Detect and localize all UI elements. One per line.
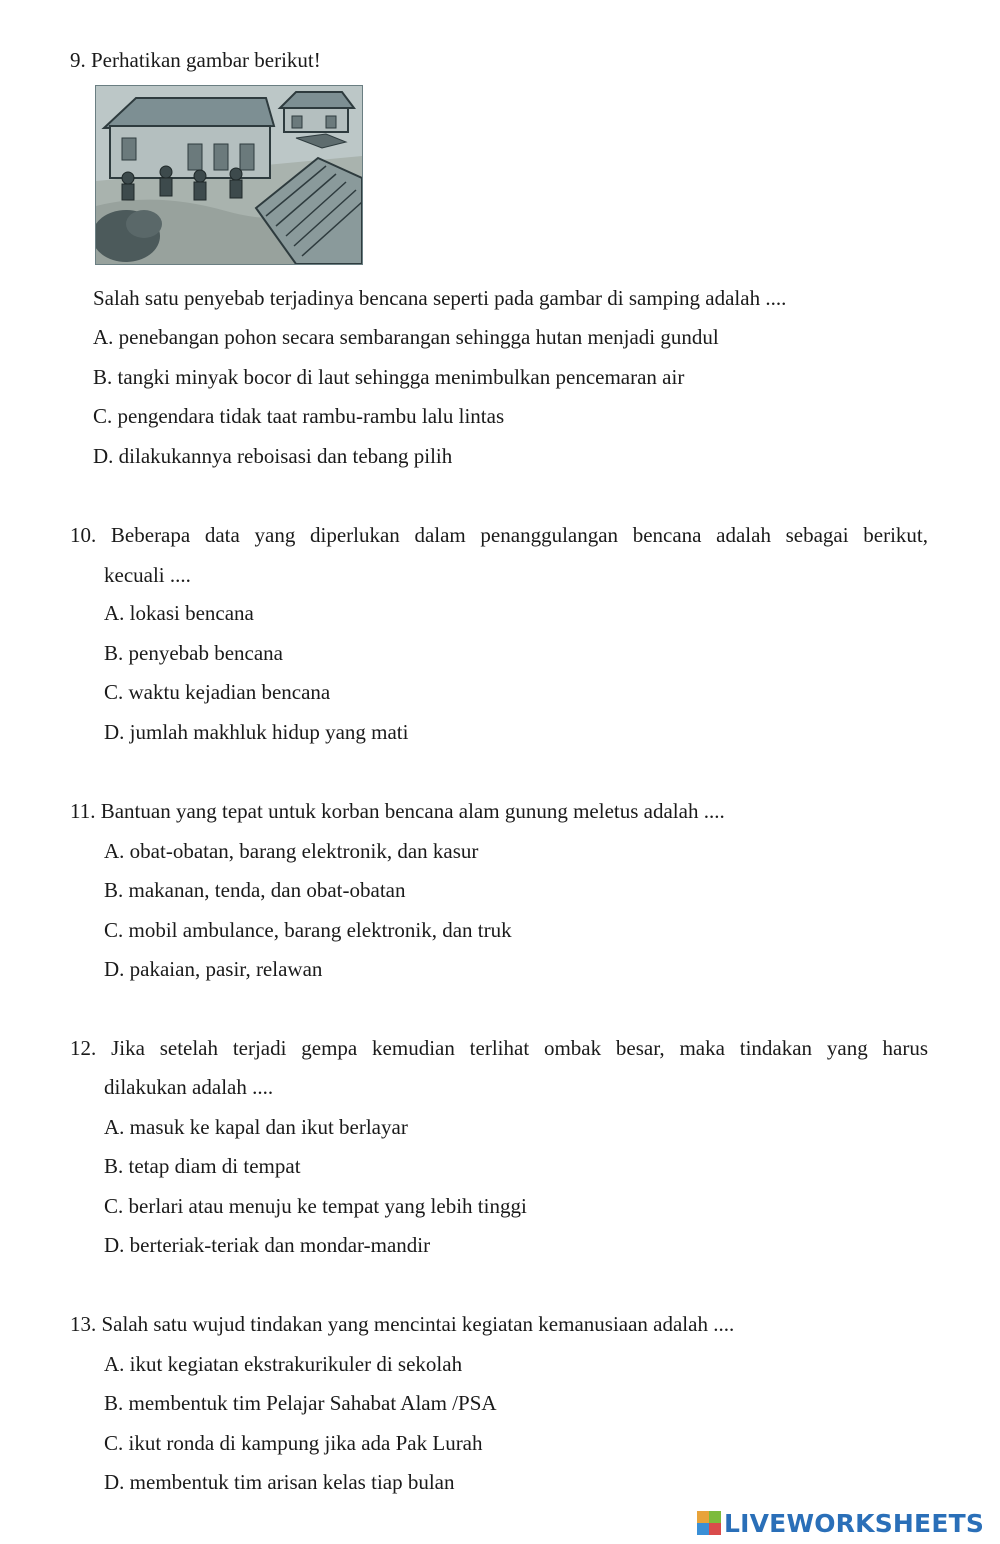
q9-option-d[interactable]: D. dilakukannya reboisasi dan tebang pilih [93,444,453,468]
question-11-stem: 11. Bantuan yang tepat untuk korban bencana alam gunung meletus adalah .... [70,799,725,823]
question-13-stem: 13. Salah satu wujud tindakan yang mencintai kegiatan kemanusiaan adalah .... [70,1312,735,1336]
q10-option-a[interactable]: A. lokasi bencana [104,601,254,625]
q12-option-c[interactable]: C. berlari atau menuju ke tempat yang lebih tinggi [104,1194,527,1218]
q10-option-c[interactable]: C. waktu kejadian bencana [104,680,331,704]
q10-option-b[interactable]: B. penyebab bencana [104,641,284,665]
q11-option-b[interactable]: B. makanan, tenda, dan obat-obatan [104,878,406,902]
logo-text: LIVEWORKSHEETS [724,1508,985,1538]
q10-option-d[interactable]: D. jumlah makhluk hidup yang mati [104,720,409,744]
question-9-stem: Salah satu penyebab terjadinya bencana seperti pada gambar di samping adalah .... [93,286,787,310]
q9-option-c[interactable]: C. pengendara tidak taat rambu-rambu lalu lintas [93,404,505,428]
q9-option-a[interactable]: A. penebangan pohon secara sembarangan sehingga hutan menjadi gundul [93,325,719,349]
q13-option-b[interactable]: B. membentuk tim Pelajar Sahabat Alam /PSA [104,1391,497,1415]
q9-option-b[interactable]: B. tangki minyak bocor di laut sehingga menimbulkan pencemaran air [93,365,685,389]
q11-option-d[interactable]: D. pakaian, pasir, relawan [104,957,323,981]
q11-option-a[interactable]: A. obat-obatan, barang elektronik, dan kasur [104,839,479,863]
liveworksheets-icon [697,1511,721,1535]
question-12-stem-cont: dilakukan adalah .... [104,1075,274,1099]
q12-option-b[interactable]: B. tetap diam di tempat [104,1154,301,1178]
question-9-heading: 9. Perhatikan gambar berikut! [70,48,321,72]
q13-option-c[interactable]: C. ikut ronda di kampung jika ada Pak Lurah [104,1431,483,1455]
liveworksheets-logo[interactable] [697,1508,984,1538]
q12-option-d[interactable]: D. berteriak-teriak dan mondar-mandir [104,1233,431,1257]
question-12-stem: 12. Jika setelah terjadi gempa kemudian terlihat ombak besar, maka tindakan yang harus [70,1036,928,1060]
question-10-stem: 10. Beberapa data yang diperlukan dalam penanggulangan bencana adalah sebagai berikut, [70,523,928,547]
q11-option-c[interactable]: C. mobil ambulance, barang elektronik, dan truk [104,918,512,942]
flood-illustration [95,85,363,265]
q13-option-d[interactable]: D. membentuk tim arisan kelas tiap bulan [104,1470,455,1494]
q13-option-a[interactable]: A. ikut kegiatan ekstrakurikuler di sekolah [104,1352,463,1376]
q12-option-a[interactable]: A. masuk ke kapal dan ikut berlayar [104,1115,408,1139]
question-10-stem-cont: kecuali .... [104,563,191,587]
